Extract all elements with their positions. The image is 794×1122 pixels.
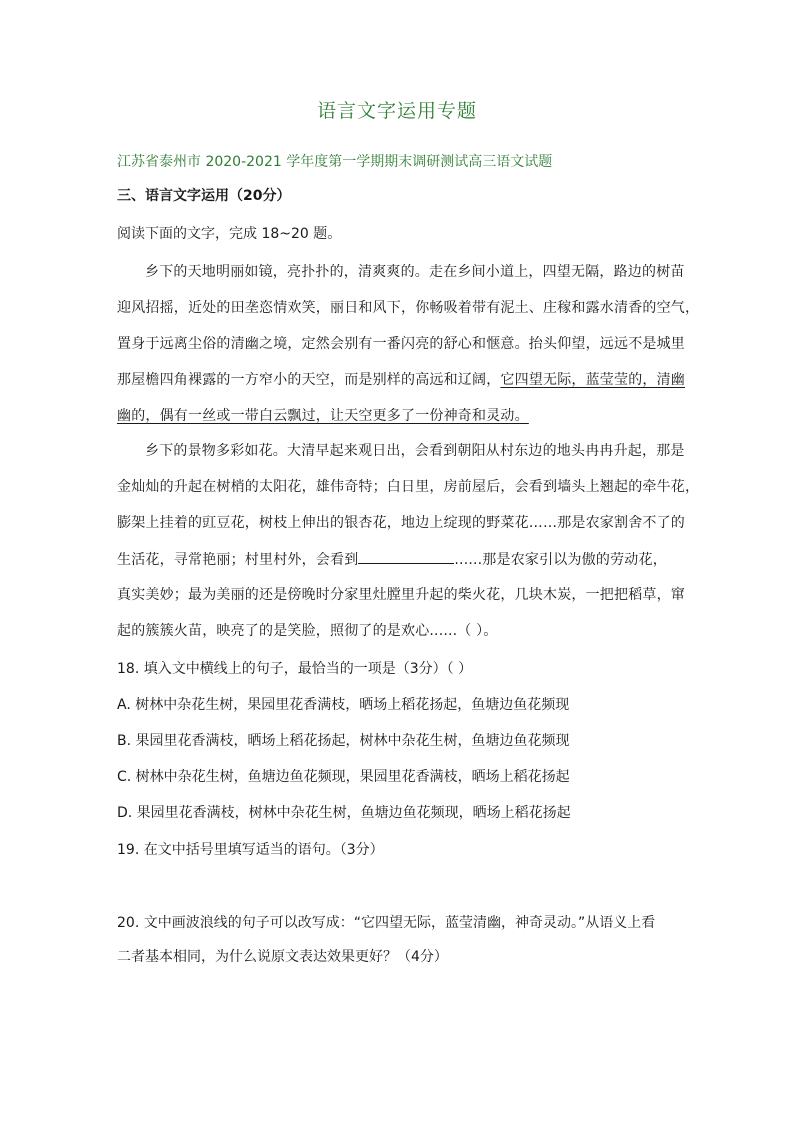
q18-option-d: D. 果园里花香满枝，树林中杂花生树，鱼塘边鱼花频现，晒场上稻花扬起 [117, 805, 571, 821]
passage-p2-line2: 金灿灿的升起在树梢的太阳花，雄伟奇特；白日里，房前屋后，会看到墙头上翘起的牵牛花， [117, 479, 700, 495]
q19-stem: 19. 在文中括号里填写适当的语句。（3分） [117, 842, 384, 858]
passage-p2-line1: 乡下的景物多彩如花。大清早起来观日出，会看到朝阳从村东边的地头冉冉升起，那是 [145, 443, 685, 459]
q18-option-c: C. 树林中杂花生树，鱼塘边鱼花频现，果园里花香满枝，晒场上稻花扬起 [117, 769, 570, 785]
passage-p1-line4 [117, 370, 686, 390]
q20-stem-line2: 二者基本相同，为什么说原文表达效果更好？（4分） [117, 949, 448, 965]
passage-p2-line4-b: ......那是农家引以为傲的劳动花， [454, 552, 667, 568]
q18-option-b: B. 果园里花香满枝，晒场上稻花扬起，树林中杂花生树，鱼塘边鱼花频现 [117, 733, 570, 749]
passage-p2-line4-a: 生活花，寻常艳丽；村里村外，会看到 [117, 552, 359, 568]
fill-in-blank [358, 549, 454, 564]
q20-stem-line1: 20. 文中画波浪线的句子可以改写成：“它四望无际，蓝莹清幽，神奇灵动。”从语义上看 [117, 915, 656, 931]
section-heading: 三、语言文字运用（20分） [117, 188, 291, 204]
passage-p2-line5: 真实美妙；最为美丽的还是傍晚时分家里灶膛里升起的柴火花，几块木炭，一把把稻草，窜 [117, 587, 685, 603]
passage-p1-line2: 迎风招摇，近处的田垄恣情欢笑，丽日和风下，你畅吸着带有泥土、庄稼和露水清香的空气， [117, 300, 700, 316]
passage-p1-line4-plain: 那屋檐四角裸露的一方窄小的天空，而是别样的高远和辽阔， [117, 372, 501, 388]
passage-p2-line6: 起的簇簇火苗，映亮了的是笑脸，照彻了的是欢心......（ ）。 [117, 623, 498, 639]
page-title: 语言文字运用专题 [316, 100, 477, 122]
q18-stem: 18. 填入文中横线上的句子，最恰当的一项是（3分）（ ） [117, 661, 473, 677]
wavy-underlined-sentence-end: 幽的，偶有一丝或一带白云飘过，让天空更多了一份神奇和灵动。 [117, 408, 529, 424]
passage-p1-line3: 置身于远离尘俗的清幽之境，定然会别有一番闪亮的舒心和惬意。抬头仰望，远远不是城里 [117, 336, 685, 352]
q18-option-a: A. 树林中杂花生树，果园里花香满枝，晒场上稻花扬起，鱼塘边鱼花频现 [117, 697, 570, 713]
passage-p1-line1: 乡下的天地明丽如镜，亮扑扑的，清爽爽的。走在乡间小道上，四望无隔，路边的树苗 [145, 264, 685, 280]
passage-p2-line4 [117, 549, 677, 570]
passage-p1-line5 [117, 406, 677, 426]
wavy-underlined-sentence-start: 它四望无际，蓝莹莹的，清幽 [500, 372, 686, 388]
exam-source: 江苏省泰州市 2020-2021 学年度第一学期期末调研测试高三语文试题 [117, 154, 553, 170]
passage-p2-line3: 膨架上挂着的豇豆花，树枝上伸出的银杏花，地边上绽现的野菜花……那是农家割舍不了的 [117, 515, 685, 531]
reading-instruction: 阅读下面的文字，完成 18~20 题。 [117, 226, 342, 242]
